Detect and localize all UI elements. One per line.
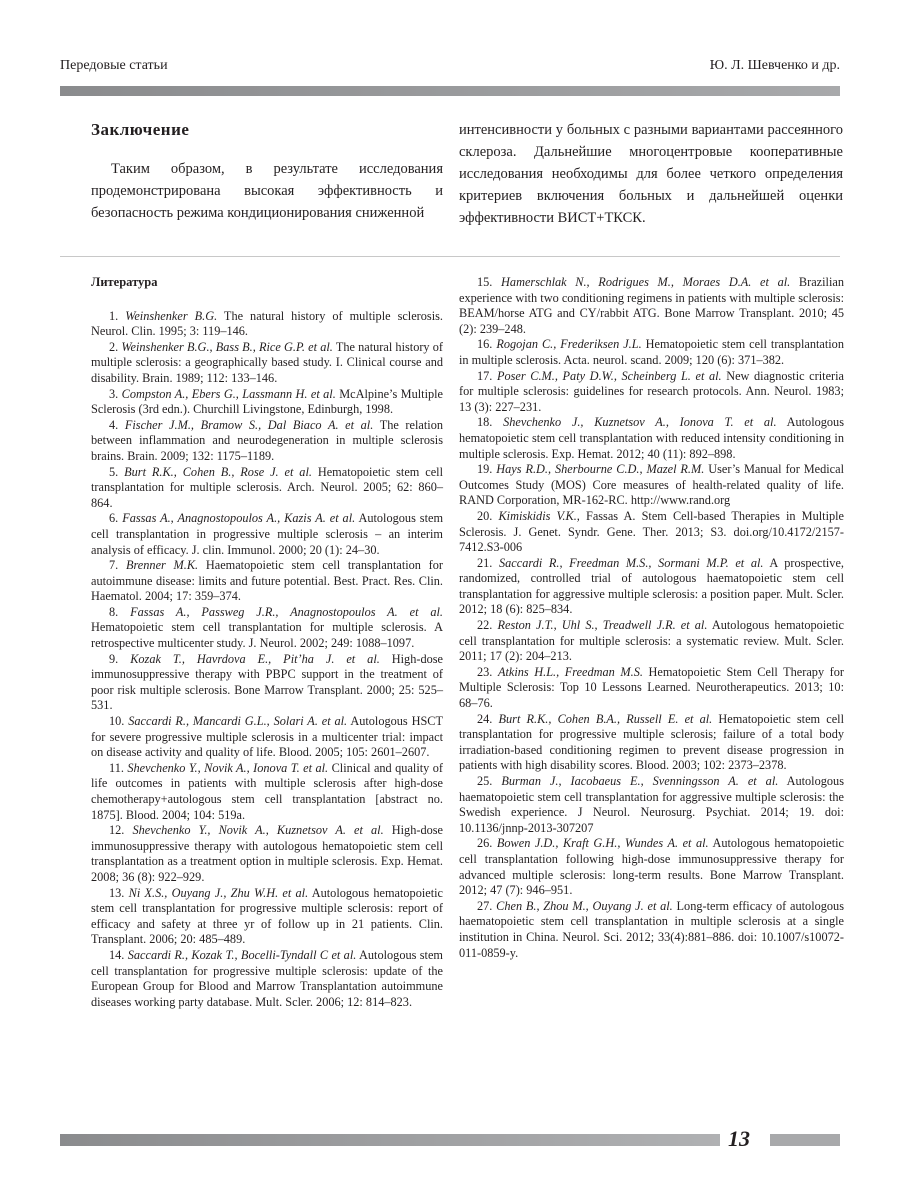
reference-authors: Shevchenko J., Kuznetsov A., Ionova T. et al. bbox=[503, 415, 777, 430]
reference-text: A prospective, randomized, controlled trial of autologous haematopoietic stem cell transplantation for aggressive multiple sclerosis: a position paper. Mult. Scler. 2012; 18 (6): 825–834. bbox=[459, 555, 844, 617]
reference-authors: Chen B., Zhou M., Ouyang J. et al. bbox=[496, 898, 673, 913]
reference-authors: Saccardi R., Kozak T., Bocelli-Tyndall C et al. bbox=[127, 947, 357, 962]
reference-item bbox=[91, 418, 443, 465]
reference-item bbox=[459, 618, 844, 665]
reference-text: Haematopoietic stem cell transplantation for autoimmune disease: limits and future potential. Best. Pract. Res. Clin. Haematol. 2004; 17: 359–374. bbox=[91, 558, 444, 604]
section-divider bbox=[60, 256, 840, 257]
reference-authors: Ni X.S., Ouyang J., Zhu W.H. et al. bbox=[128, 885, 309, 900]
reference-authors: Poser C.M., Paty D.W., Scheinberg L. et al. bbox=[496, 368, 722, 383]
reference-number: 15. bbox=[477, 275, 493, 289]
reference-text: Clinical and quality of life outcomes in patients with multiple sclerosis after high-dose chemotherapy+autologous stem cell transplantation [abstract no. 1875]. Blood. 2004; 104: 519a. bbox=[91, 760, 443, 822]
reference-item bbox=[459, 899, 844, 961]
header-rule bbox=[60, 86, 840, 96]
reference-text: The relation between inflammation and neurodegeneration in multiple sclerosis brains. Brain. 2009; 132: 1175–1189. bbox=[91, 417, 443, 463]
reference-number: 22. bbox=[477, 618, 493, 633]
reference-number: 12. bbox=[109, 823, 125, 838]
footer-rule-right bbox=[770, 1134, 840, 1146]
reference-authors: Weinshenker B.G. bbox=[125, 308, 218, 323]
reference-number: 6. bbox=[109, 511, 119, 526]
reference-number: 14. bbox=[109, 947, 125, 962]
reference-number: 20. bbox=[477, 508, 493, 523]
page-number: 13 bbox=[728, 1126, 750, 1151]
reference-authors: Shevchenko Y., Novik A., Ionova T. et al. bbox=[127, 760, 329, 775]
reference-number: 4. bbox=[109, 417, 119, 432]
reference-authors: Burt R.K., Cohen B., Rose J. et al. bbox=[124, 464, 312, 479]
running-head bbox=[60, 58, 840, 82]
reference-item bbox=[91, 605, 443, 652]
reference-text: Hematopoietic stem cell transplantation for multiple sclerosis. Arch. Neurol. 2005; 62: 860–864. bbox=[91, 464, 443, 510]
reference-text: Fassas A. Stem Cell-based Therapies in Multiple Sclerosis. J. Genet. Syndr. Gene. Ther. 2013; S3. doi.org/10.4172/2157-7412.S3-006 bbox=[459, 508, 845, 555]
reference-item bbox=[91, 652, 443, 714]
reference-number: 5. bbox=[109, 464, 119, 479]
reference-item bbox=[91, 340, 443, 387]
reference-number: 16. bbox=[477, 337, 493, 352]
reference-number: 24. bbox=[477, 711, 493, 726]
reference-text: The natural history of multiple sclerosis: a geographically based study. I. Clinical course and disability. Brain. 1989; 112: 133–146. bbox=[91, 339, 444, 385]
conclusion-column-left bbox=[91, 120, 443, 239]
references-column-left bbox=[91, 275, 443, 1010]
conclusion-title: Заключение bbox=[91, 120, 190, 139]
reference-number: 9. bbox=[109, 651, 119, 666]
reference-authors: Hays R.D., Sherbourne C.D., Mazel R.M. bbox=[496, 462, 705, 477]
reference-item bbox=[459, 836, 844, 898]
reference-text: Autologous stem cell transplantation for progressive multiple sclerosis: update of the European Group for Blood and Marrow Transplantation autoimmune diseases working party database. Mult. Scler. 2006; 12: 814–823. bbox=[91, 947, 443, 1009]
reference-item bbox=[91, 714, 443, 761]
conclusion-paragraph-1 bbox=[91, 158, 443, 224]
reference-number: 27. bbox=[477, 898, 493, 913]
reference-item bbox=[91, 886, 443, 948]
reference-number: 1. bbox=[109, 308, 119, 323]
reference-authors: Burt R.K., Cohen B.A., Russell E. et al. bbox=[498, 711, 713, 726]
reference-authors: Saccardi R., Mancardi G.L., Solari A. et al. bbox=[128, 714, 348, 729]
reference-text: The natural history of multiple sclerosis. Neurol. Clin. 1995; 3: 119–146. bbox=[91, 308, 443, 339]
authors-label: Ю. Л. Шевченко и др. bbox=[709, 58, 840, 73]
reference-text: Hematopoietic stem cell transplantation for multiple sclerosis. A retrospective multicenter study. J. Neurol. 2002; 249: 1088–1097. bbox=[91, 620, 443, 651]
reference-item bbox=[459, 509, 844, 556]
reference-text: Autologous hematopoietic cell transplantation following high-dose immunosuppressive therapy for advanced multiple sclerosis: long-term results. Bone Marrow Transplant. 2012; 47 (7): 946–951. bbox=[459, 836, 845, 898]
reference-text: Autologous stem cell transplantation in progressive multiple sclerosis – an interim analysis of efficacy. J. clin. Immunol. 2000; 20 (1): 24–30. bbox=[91, 511, 444, 557]
section-label: Передовые статьи bbox=[60, 58, 168, 73]
reference-text: Autologous hematopoietic stem cell transplantation for progressive multiple sclerosis: report of efficacy and safety at three yr of follow up in 21 patients. Clin. Transplant. 2006; 20: 485–489. bbox=[91, 885, 444, 947]
reference-text: Hematopoietic stem cell transplantation in multiple sclerosis. Acta. neurol. scand. 2009; 120 (6): 371–382. bbox=[459, 337, 844, 367]
reference-number: 7. bbox=[109, 558, 119, 573]
reference-authors: Shevchenko Y., Novik A., Kuznetsov A. et al. bbox=[132, 823, 384, 838]
reference-number: 13. bbox=[109, 885, 125, 900]
references-title: Литература bbox=[91, 275, 158, 289]
reference-item bbox=[459, 337, 844, 368]
reference-item bbox=[91, 309, 443, 340]
reference-authors: Saccardi R., Freedman M.S., Sormani M.P. et al. bbox=[499, 555, 764, 570]
footer-rule bbox=[60, 1134, 720, 1146]
references-list-right bbox=[459, 275, 844, 961]
reference-text: Brazilian experience with two conditioning regimens in patients with multiple sclerosis: BEAM/horse ATG and CY/rabbit ATG. Bone Marrow Transplant. 2010; 45 (2): 239–248. bbox=[459, 275, 844, 336]
reference-authors: Rogojan C., Frederiksen J.L. bbox=[496, 337, 642, 352]
reference-number: 17. bbox=[477, 368, 493, 383]
reference-number: 8. bbox=[109, 604, 119, 619]
reference-number: 11. bbox=[109, 760, 124, 775]
reference-authors: Fassas A., Anagnostopoulos A., Kazis A. et al. bbox=[122, 511, 356, 526]
reference-text: Hematopoietic Stem Cell Therapy for Multiple Sclerosis: Top 10 Lessons Learned. Neurotherapeutics. 2013; 10: 68–76. bbox=[459, 664, 844, 711]
reference-item bbox=[459, 369, 844, 416]
reference-number: 25. bbox=[477, 774, 493, 788]
reference-authors: Bowen J.D., Kraft G.H., Wundes A. et al. bbox=[496, 836, 709, 851]
reference-text: Autologous hematopoietic cell transplantation for multiple sclerosis: a systematic review. Mult. Scler. 2011; 17 (2): 204–213. bbox=[459, 618, 844, 664]
reference-item bbox=[459, 712, 844, 774]
conclusion-paragraph-2: интенсивности у больных с разными вариантами рассеянного склероза. Дальнейшие многоцентровые кооперативные исследования необходимы для более четкого определения критериев включения больных и дальнейшей оценки эффективности ВИСТ+ТКСК. bbox=[459, 122, 843, 226]
reference-authors: Kimiskidis V.K., bbox=[498, 508, 580, 523]
reference-text: High-dose immunosuppressive therapy with PBPC support in the treatment of poor risk multiple sclerosis. Bone Marrow Transplant. 2000; 25: 525–531. bbox=[91, 651, 443, 713]
reference-number: 2. bbox=[109, 339, 119, 354]
reference-item bbox=[91, 558, 443, 605]
reference-item bbox=[459, 462, 844, 509]
reference-authors: Brenner M.K. bbox=[125, 558, 199, 573]
reference-number: 26. bbox=[477, 836, 493, 851]
conclusion-column-right bbox=[459, 120, 843, 229]
references-list-left bbox=[91, 309, 443, 1011]
reference-item bbox=[459, 556, 844, 618]
reference-item bbox=[91, 948, 443, 1010]
reference-text: Autologous HSCT for severe progressive multiple sclerosis in a multicenter trial: impact on disease activity and quality of life. Blood. 2005; 105: 2601–2607. bbox=[91, 714, 444, 760]
reference-item bbox=[91, 387, 443, 418]
reference-item bbox=[459, 415, 844, 462]
reference-number: 23. bbox=[477, 664, 493, 679]
reference-text: High-dose immunosuppressive therapy with autologous hematopoietic stem cell transplantation as a treatment option in multiple sclerosis. Exp. Hemat. 2008; 36 (8): 922–929. bbox=[91, 823, 443, 884]
reference-text: Autologous hematopoietic stem cell transplantation with reduced intensity conditioning in multiple sclerosis. Exp. Hemat. 2012; 40 (11): 892–898. bbox=[459, 415, 844, 461]
reference-item bbox=[459, 275, 844, 337]
reference-authors: Reston J.T., Uhl S., Treadwell J.R. et al. bbox=[497, 618, 708, 633]
reference-item bbox=[91, 761, 443, 823]
reference-number: 10. bbox=[109, 714, 125, 729]
reference-text: Autologous haematopoietic stem cell transplantation for aggressive multiple sclerosis: the Swedish experience. J Neurol. Neurosurg. Psychiat. 2014; 19. doi: 10.1136/jnnp-2013-307207 bbox=[459, 774, 844, 835]
conclusion-text-1: Таким образом, в результате исследования продемонстрирована высокая эффективность и безопасность режима кондиционирования сниженной bbox=[91, 161, 443, 221]
reference-text: Long-term efficacy of autologous haematopoietic stem cell transplantation in multiple sclerosis at a single institution in China. Neurol. Sci. 2012; 33(4):881–886. doi: 10.1007/s10072-011-0859-y. bbox=[459, 898, 844, 960]
reference-text: User’s Manual for Medical Outcomes Study (MOS) Core measures of health-related quality of life. RAND Corporation, MR-162-RC. http://www.rand.org bbox=[459, 462, 844, 508]
reference-authors: Fassas A., Passweg J.R., Anagnostopoulos A. et al. bbox=[130, 604, 443, 619]
reference-item bbox=[91, 823, 443, 885]
reference-text: McAlpine’s Multiple Sclerosis (3rd edn.). Churchill Livingstone, Edinburgh, 1998. bbox=[91, 386, 444, 417]
reference-number: 19. bbox=[477, 462, 493, 477]
reference-item bbox=[91, 511, 443, 558]
reference-authors: Fischer J.M., Bramow S., Dal Biaco A. et al. bbox=[124, 417, 374, 432]
reference-number: 3. bbox=[109, 386, 119, 401]
reference-authors: Hamerschlak N., Rodrigues M., Moraes D.A. et al. bbox=[501, 275, 791, 289]
reference-item bbox=[91, 465, 443, 512]
reference-item bbox=[459, 665, 844, 712]
reference-text: New diagnostic criteria for multiple sclerosis: guidelines for research protocols. Ann. Neurol. 1983; 13 (3): 227–231. bbox=[459, 368, 844, 414]
reference-authors: Atkins H.L., Freedman M.S. bbox=[497, 664, 643, 679]
reference-number: 18. bbox=[477, 415, 493, 430]
references-column-right bbox=[459, 275, 844, 961]
reference-authors: Burman J., Iacobaeus E., Svenningsson A. et al. bbox=[501, 774, 779, 788]
reference-text: Hematopoietic stem cell transplantation for progressive multiple sclerosis; failure of a total body irradiation-based conditioning regimen to prevent disease progression in patients with high disability scores. Blood. 2003; 102: 2373–2378. bbox=[459, 711, 844, 773]
reference-authors: Weinshenker B.G., Bass B., Rice G.P. et al. bbox=[121, 339, 333, 354]
reference-authors: Compston A., Ebers G., Lassmann H. et al. bbox=[121, 386, 336, 401]
reference-number: 21. bbox=[477, 555, 493, 570]
reference-authors: Kozak T., Havrdova E., Pit’ha J. et al. bbox=[130, 651, 380, 666]
reference-item bbox=[459, 774, 844, 836]
